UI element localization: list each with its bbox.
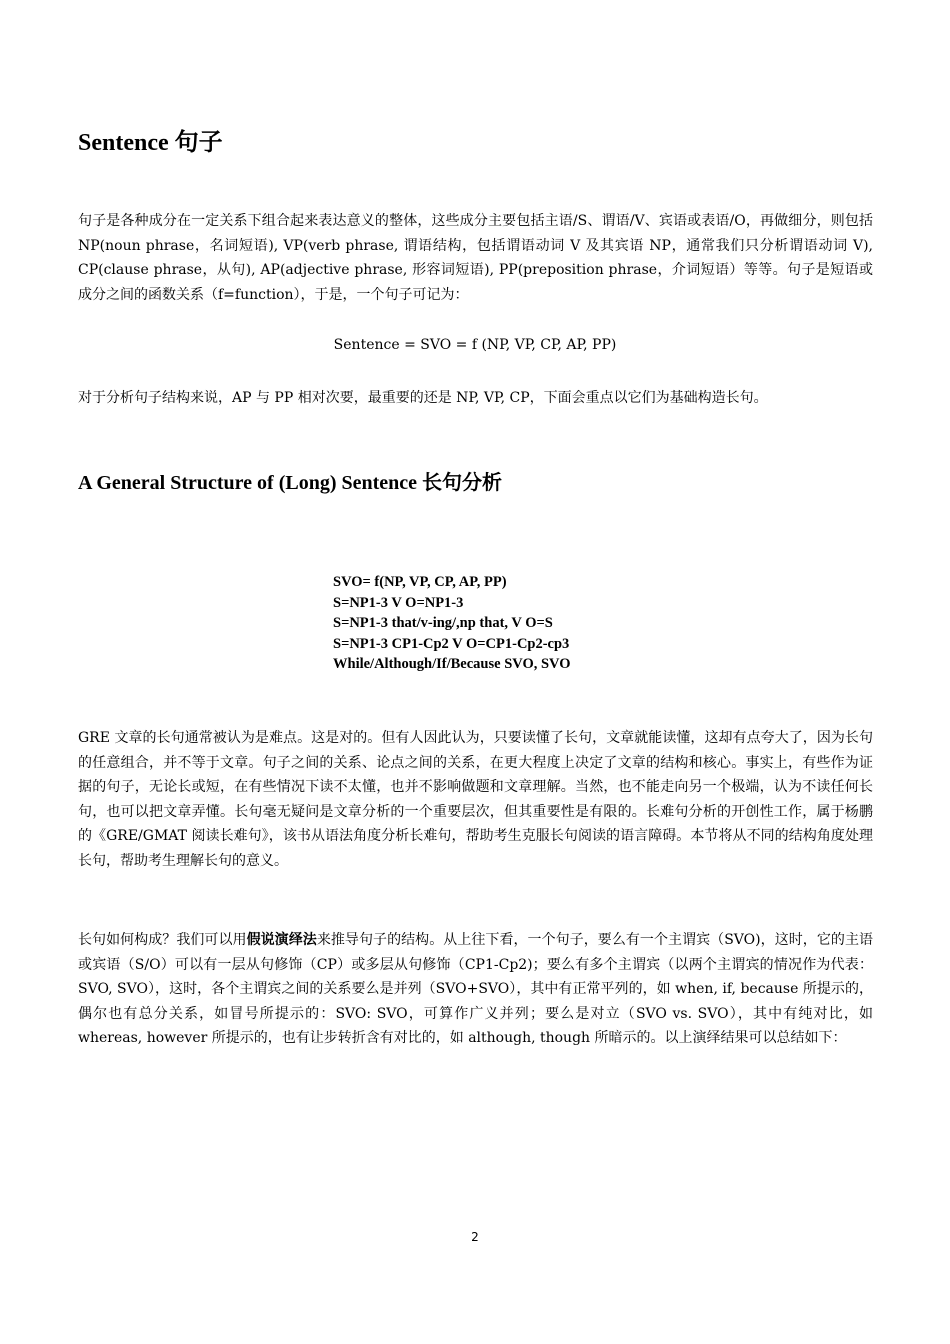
paragraph-gre-long-sentences: GRE 文章的长句通常被认为是难点。这是对的。但有人因此认为，只要读懂了长句，文章就能读懂，这却有点夸大了，因为长句的任意组合，并不等于文章。句子之间的关系、论点之间的关系，在更大程度上决定了文章的结构和核心。事实上，有些作为证据的句子，无论长或短，在有些情况下读不太懂，也并不影响做题和文章理解。当然，也不能走向另一个极端，认为不读任何长句，也可以把文章弄懂。长句毫无疑问是文章分析的一个重要层次，但其重要性是有限的。长难句分析的开创性工作，属于杨鹏的《GRE/GMAT 阅读长难句》，该书从语法角度分析长难句，帮助考生克服长句阅读的语言障碍。本节将从不同的结构角度处理长句，帮助考生理解长句的意义。	[78, 730, 873, 869]
paragraph-hypothetico-deductive	[78, 928, 873, 1051]
formula-line: S=NP1-3 that/v-ing/,np that, V O=S	[333, 615, 553, 632]
formula-line: S=NP1-3 CP1-Cp2 V O=CP1-Cp2-cp3	[333, 635, 570, 652]
para4-text-start: 长句如何构成？我们可以用	[78, 932, 247, 948]
para4-bold-term: 假说演绎法	[246, 932, 317, 948]
paragraph-sentence-definition: 句子是各种成分在一定关系下组合起来表达意义的整体，这些成分主要包括主语/S、谓语/V、宾语或表语/O，再做细分，则包括 NP(noun phrase，名词短语), VP(verb phrase, 谓语结构，包括谓语动词 V 及其宾语 NP，通常我们只分析谓语动词 V), CP(clause phrase，从句), AP(adjective phrase, 形容词短语), PP(preposition phrase，介词短语）等等。句子是短语或成分之间的函数关系（f=function），于是，一个句子可记为：	[78, 213, 873, 303]
formula-line: While/Although/If/Because SVO, SVO	[333, 656, 571, 673]
formula-line: SVO= f(NP, VP, CP, AP, PP)	[333, 574, 507, 590]
page-number: 2	[471, 1230, 479, 1244]
para4-text-end: 来推导句子的结构。从上往下看，一个句子，要么有一个主谓宾（SVO)，这时，它的主语或宾语（S/O）可以有一层从句修饰（CP）或多层从句修饰（CP1-Cp2)；要么有多个主谓宾（以两个主谓宾的情况作为代表：SVO, SVO），这时，各个主谓宾之间的关系要么是并列（SVO+SVO），其中有正常平列的，如 when, if, because 所提示的，偶尔也有总分关系，如冒号所提示的：SVO: SVO，可算作广义并列；要么是对立（SVO vs. SVO），其中有纯对比，如 whereas, however 所提示的，也有让步转折含有对比的，如 although, though 所暗示的。以上演绎结果可以总结如下：	[78, 932, 873, 1046]
heading-sentence: Sentence 句子	[78, 130, 223, 156]
paragraph-ap-pp: 对于分析句子结构来说，AP 与 PP 相对次要，最重要的还是 NP, VP, CP，下面会重点以它们为基础构造长句。	[78, 390, 768, 406]
structure-formula-figure	[333, 572, 571, 675]
sentence-formula: Sentence = SVO = f (NP, VP, CP, AP, PP)	[333, 337, 617, 353]
formula-line: S=NP1-3 V O=NP1-3	[333, 594, 464, 611]
heading-long-sentence: A General Structure of (Long) Sentence 长句分析	[78, 472, 503, 494]
